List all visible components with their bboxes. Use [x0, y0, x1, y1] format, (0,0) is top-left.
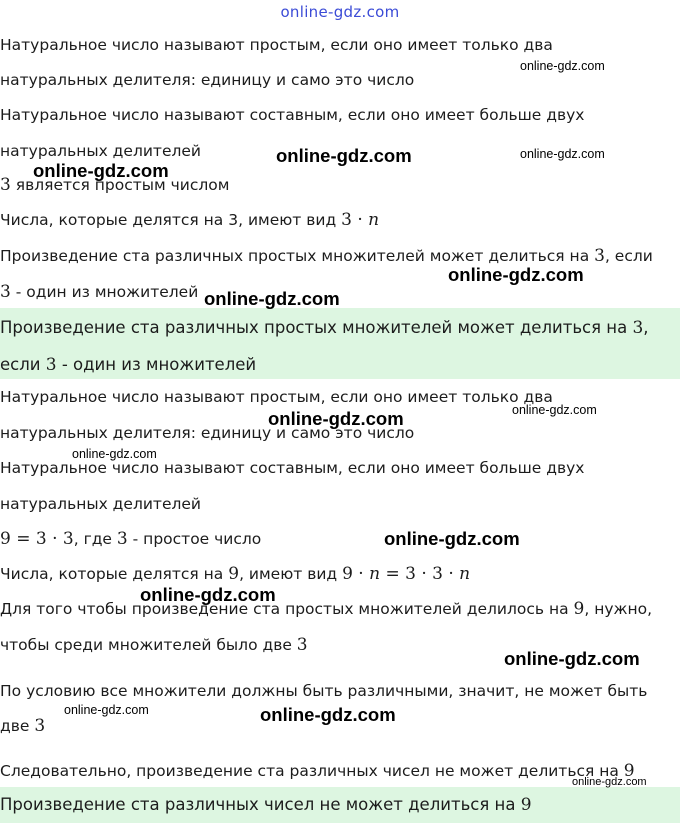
text-span: , если — [604, 247, 653, 265]
math-number: 9 — [623, 761, 635, 781]
text-span: , имеют вид — [239, 565, 343, 583]
text-span: Произведение ста различных простых множителей может делиться на — [0, 247, 595, 265]
math-expression: 9 · — [342, 564, 370, 584]
text-span: , — [643, 318, 649, 337]
math-number: 3 — [0, 282, 11, 302]
answer-line — [0, 355, 680, 375]
watermark: online-gdz.com — [204, 288, 340, 309]
text-line — [0, 599, 680, 619]
math-variable: n — [459, 564, 471, 584]
text-span: - простое число — [127, 530, 262, 548]
text-line — [0, 564, 680, 584]
site-header-link[interactable]: online-gdz.com — [280, 3, 400, 21]
text-line — [0, 529, 680, 549]
text-line — [0, 210, 680, 230]
text-span: - один из множителей — [10, 283, 199, 301]
math-expression: 9 = 3 · 3 — [0, 529, 74, 549]
text-line: натуральных делителя: единицу и само это число — [0, 71, 415, 89]
text-span: чтобы среди множителей было две — [0, 636, 297, 654]
math-number: 3 — [116, 529, 128, 549]
watermark: online-gdz.com — [520, 59, 605, 73]
text-line: Натуральное число называют простым, если оно имеет только два — [0, 388, 553, 406]
text-span: Произведение ста различных простых множителей может делиться на — [0, 318, 633, 337]
watermark: online-gdz.com — [260, 704, 396, 725]
text-span: Числа, которые делятся на 3, имеют вид — [0, 211, 342, 229]
watermark: online-gdz.com — [268, 408, 404, 429]
watermark: online-gdz.com — [448, 264, 584, 285]
text-line: Натуральное число называют составным, если оно имеет больше двух — [0, 106, 585, 124]
text-span: Произведение ста различных чисел не может делиться на — [0, 795, 521, 814]
watermark: online-gdz.com — [520, 147, 605, 161]
watermark: online-gdz.com — [504, 648, 640, 669]
watermark: online-gdz.com — [140, 584, 276, 605]
math-variable: n — [368, 210, 380, 230]
text-line: По условию все множители должны быть различными, значит, не может быть — [0, 682, 648, 700]
text-line — [0, 246, 680, 266]
text-span: две — [0, 717, 35, 735]
math-number: 9 — [520, 795, 532, 815]
math-number: 3 — [34, 716, 46, 736]
math-variable: n — [369, 564, 381, 584]
math-expression: = 3 · 3 · — [380, 564, 460, 584]
text-line: Натуральное число называют составным, если оно имеет больше двух — [0, 459, 585, 477]
text-line: натуральных делителей — [0, 495, 202, 513]
text-span: - один из множителей — [56, 355, 257, 374]
text-line: Натуральное число называют простым, если оно имеет только два — [0, 36, 553, 54]
text-span: , где — [73, 530, 117, 548]
text-line: натуральных делителей — [0, 142, 202, 160]
text-span: если — [0, 355, 46, 374]
watermark: online-gdz.com — [276, 145, 412, 166]
text-line: натуральных делителя: единицу и само это число — [0, 424, 415, 442]
math-number: 3 — [632, 318, 644, 338]
watermark: online-gdz.com — [572, 776, 647, 788]
answer-line — [0, 795, 680, 815]
answer-line — [0, 318, 680, 338]
watermark: online-gdz.com — [512, 403, 597, 417]
watermark: online-gdz.com — [33, 160, 169, 181]
watermark: online-gdz.com — [64, 703, 149, 717]
watermark: online-gdz.com — [384, 528, 520, 549]
math-number: 3 — [594, 246, 605, 266]
math-number: 3 — [341, 210, 352, 230]
text-span: Следовательно, произведение ста различных чисел не может делиться на — [0, 762, 624, 780]
math-number: 9 — [228, 564, 240, 584]
watermark: online-gdz.com — [72, 447, 157, 461]
text-span: является простым числом — [10, 176, 230, 194]
text-span: Числа, которые делятся на — [0, 565, 229, 583]
math-operator: · — [351, 210, 369, 230]
math-number: 9 — [573, 599, 585, 619]
text-span: Для того чтобы произведение ста простых множителей делилось на — [0, 600, 574, 618]
math-number: 3 — [0, 175, 11, 195]
text-span: , нужно, — [584, 600, 653, 618]
math-number: 3 — [296, 635, 308, 655]
math-number: 3 — [45, 355, 57, 375]
